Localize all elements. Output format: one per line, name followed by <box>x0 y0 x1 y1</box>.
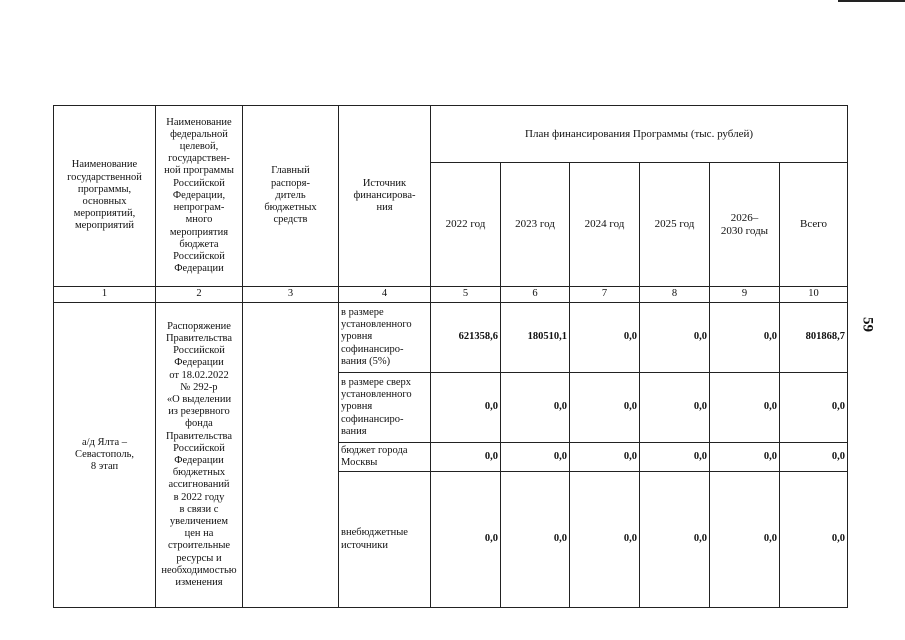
col-number: 10 <box>780 287 848 303</box>
header-financing-plan: План финансирования Программы (тыс. рублей) <box>431 106 848 163</box>
funding-source: бюджет города Москвы <box>339 443 431 472</box>
header-year-2022: 2022 год <box>431 163 501 287</box>
value-2024: 0,0 <box>570 443 640 472</box>
col-number: 1 <box>54 287 156 303</box>
col-number: 7 <box>570 287 640 303</box>
col-number: 6 <box>501 287 570 303</box>
value-2022: 0,0 <box>431 443 501 472</box>
header-funding-source: Источник финансирова- ния <box>339 106 431 287</box>
value-2024: 0,0 <box>570 472 640 608</box>
value-2026-2030: 0,0 <box>710 373 780 443</box>
header-year-2023: 2023 год <box>501 163 570 287</box>
value-2026-2030: 0,0 <box>710 472 780 608</box>
col-number: 9 <box>710 287 780 303</box>
table-row <box>54 303 848 373</box>
funding-source: внебюджетные источники <box>339 472 431 608</box>
value-2022: 621358,6 <box>431 303 501 373</box>
col-number: 4 <box>339 287 431 303</box>
page-number: 59 <box>859 317 876 332</box>
value-2024: 0,0 <box>570 303 640 373</box>
value-2023: 0,0 <box>501 443 570 472</box>
header-year-2024: 2024 год <box>570 163 640 287</box>
value-2023: 0,0 <box>501 373 570 443</box>
col-number: 2 <box>156 287 243 303</box>
value-2022: 0,0 <box>431 373 501 443</box>
value-total: 801868,7 <box>780 303 848 373</box>
object-name: а/д Ялта – Севастополь, 8 этап <box>54 303 156 608</box>
header-federal-program: Наименование федеральной целевой, государствен- ной программы Российской Федерации, непрограм- много мероприятия бюджета Российской Федерации <box>156 106 243 287</box>
value-2026-2030: 0,0 <box>710 443 780 472</box>
header-budget-manager: Главный распоря- дитель бюджетных средств <box>243 106 339 287</box>
header-year-2025: 2025 год <box>640 163 710 287</box>
value-2026-2030: 0,0 <box>710 303 780 373</box>
value-2025: 0,0 <box>640 373 710 443</box>
header-program-name: Наименование государственной программы, основных мероприятий, мероприятий <box>54 106 156 287</box>
column-numbers-row <box>54 287 848 303</box>
col-number: 3 <box>243 287 339 303</box>
financing-table <box>53 105 848 608</box>
value-total: 0,0 <box>780 472 848 608</box>
object-document: Распоряжение Правительства Российской Федерации от 18.02.2022 № 292-р «О выделении из резервного фонда Правительства Российской Федерации бюджетных ассигнований в 2022 году в связи с увеличением цен на строительные ресурсы и необходимостью изменения <box>156 303 243 608</box>
header-row-1 <box>54 106 848 163</box>
value-2024: 0,0 <box>570 373 640 443</box>
header-year-2026-2030: 2026– 2030 годы <box>710 163 780 287</box>
value-2025: 0,0 <box>640 303 710 373</box>
value-2023: 0,0 <box>501 472 570 608</box>
funding-source: в размере сверх установленного уровня софинансиро- вания <box>339 373 431 443</box>
value-2025: 0,0 <box>640 443 710 472</box>
value-total: 0,0 <box>780 373 848 443</box>
value-2023: 180510,1 <box>501 303 570 373</box>
top-corner-rule <box>838 0 905 2</box>
header-total: Всего <box>780 163 848 287</box>
object-manager <box>243 303 339 608</box>
value-total: 0,0 <box>780 443 848 472</box>
value-2022: 0,0 <box>431 472 501 608</box>
col-number: 5 <box>431 287 501 303</box>
value-2025: 0,0 <box>640 472 710 608</box>
funding-source: в размере установленного уровня софинансиро- вания (5%) <box>339 303 431 373</box>
col-number: 8 <box>640 287 710 303</box>
